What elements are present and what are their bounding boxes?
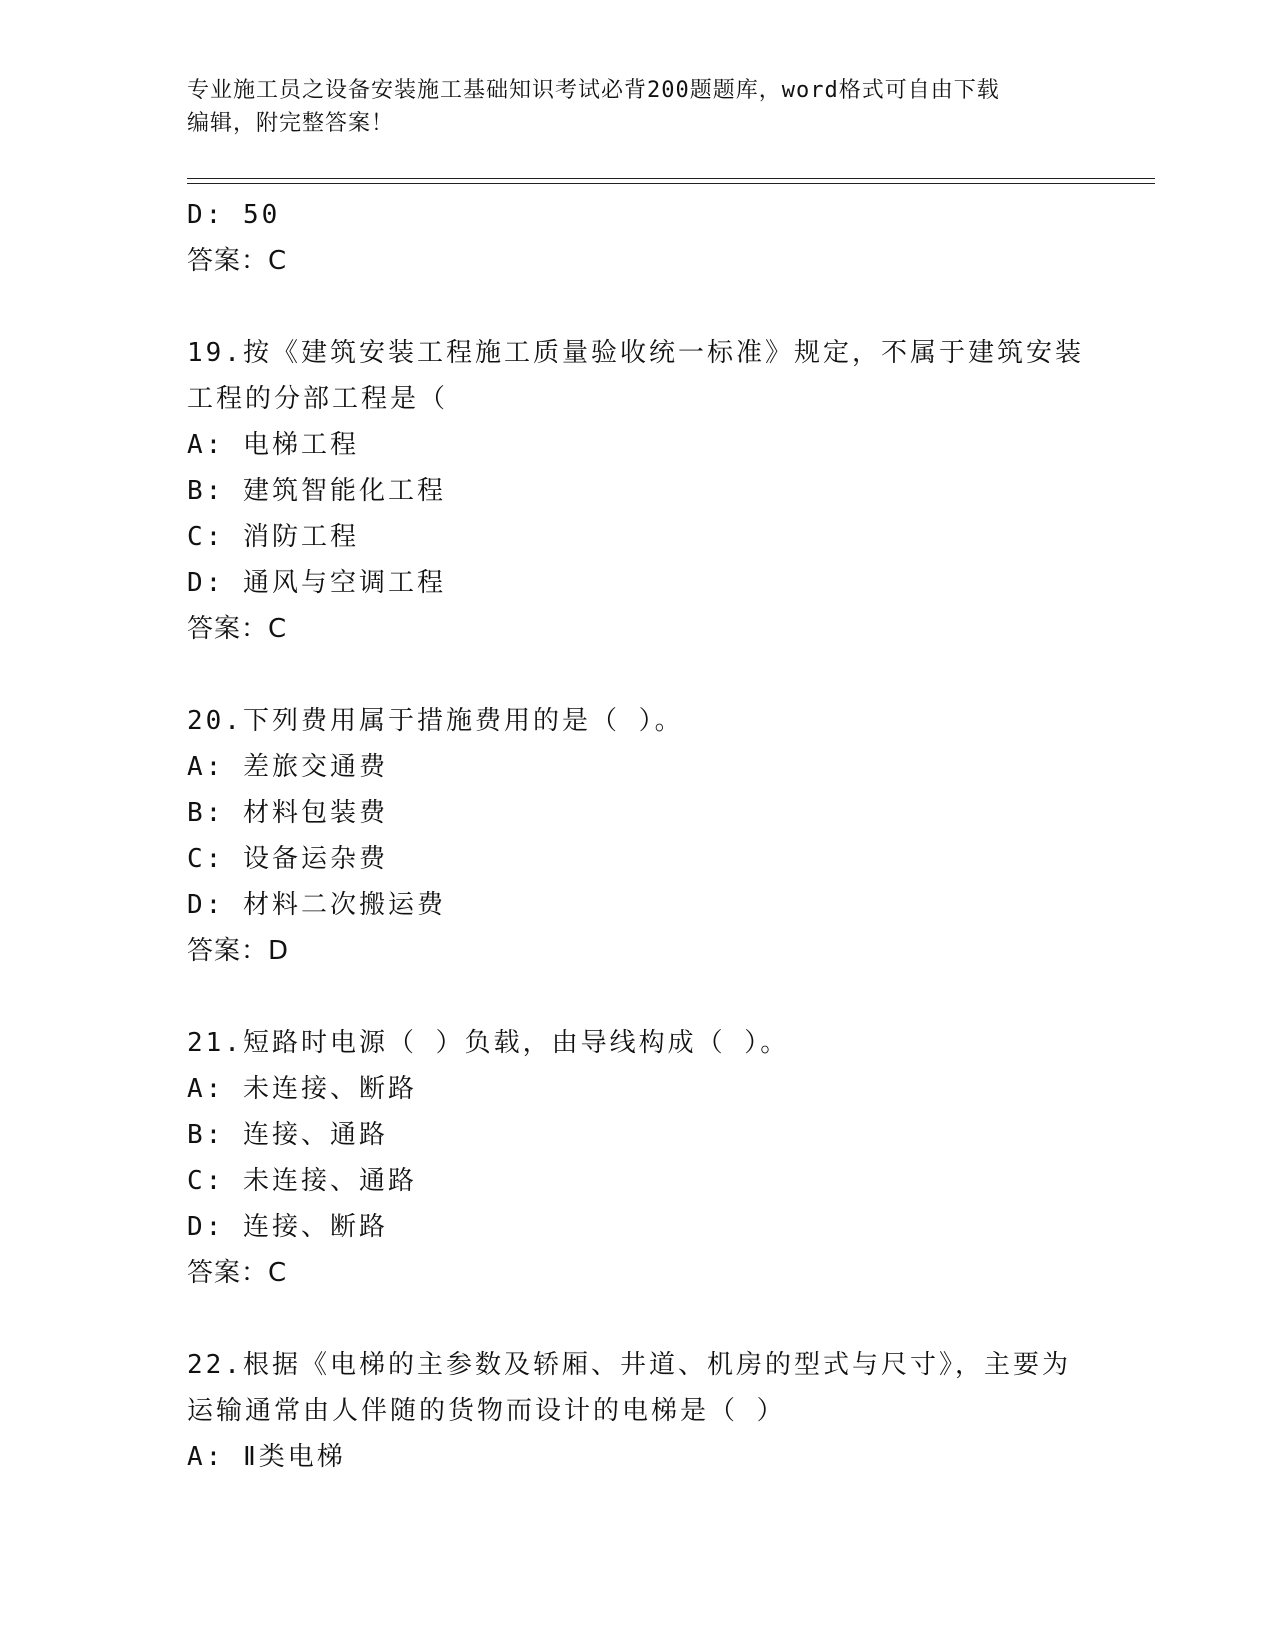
option-b: B: 建筑智能化工程 (187, 476, 446, 506)
question-stem: 20.下列费用属于措施费用的是（ ）。 (187, 706, 684, 736)
option-a: A: 电梯工程 (187, 430, 359, 460)
question-21 (187, 1020, 1087, 1296)
question-20 (187, 698, 1087, 974)
option-c: C: 消防工程 (187, 522, 359, 552)
answer-line: 答案：C (187, 614, 288, 644)
option-a: A: 差旅交通费 (187, 752, 388, 782)
header-line-2: 编辑，附完整答案！ (187, 111, 395, 136)
option-b: B: 连接、通路 (187, 1120, 388, 1150)
option-a: A: 未连接、断路 (187, 1074, 417, 1104)
header-line-1: 专业施工员之设备安装施工基础知识考试必背200题题库，word格式可自由下载 (187, 78, 1000, 103)
option-b: B: 材料包装费 (187, 798, 388, 828)
question-stem-continued: 运输通常由人伴随的货物而设计的电梯是（ ） (187, 1396, 786, 1426)
answer-line: 答案：D (187, 936, 290, 966)
header-divider-bottom (187, 183, 1155, 184)
question-stem: 21.短路时电源（ ）负载，由导线构成（ ）。 (187, 1028, 790, 1058)
header-divider-top (187, 178, 1155, 179)
option-d: D: 连接、断路 (187, 1212, 388, 1242)
answer-line: 答案：C (187, 246, 288, 276)
document-header (187, 74, 1067, 140)
question-list (187, 192, 1087, 1480)
option-d: D: 材料二次搬运费 (187, 890, 446, 920)
option-a: A: Ⅱ类电梯 (187, 1442, 346, 1472)
question-19 (187, 330, 1087, 652)
option-c: C: 设备运杂费 (187, 844, 388, 874)
answer-line: 答案：C (187, 1258, 288, 1288)
option-c: C: 未连接、通路 (187, 1166, 417, 1196)
previous-question-tail (187, 192, 1087, 284)
question-stem-continued: 工程的分部工程是（ (187, 384, 449, 414)
question-stem: 19.按《建筑安装工程施工质量验收统一标准》规定，不属于建筑安装 (187, 338, 1084, 368)
option-d: D: 50 (187, 200, 281, 230)
question-stem: 22.根据《电梯的主参数及轿厢、井道、机房的型式与尺寸》，主要为 (187, 1350, 1071, 1380)
question-22 (187, 1342, 1087, 1480)
option-d: D: 通风与空调工程 (187, 568, 446, 598)
